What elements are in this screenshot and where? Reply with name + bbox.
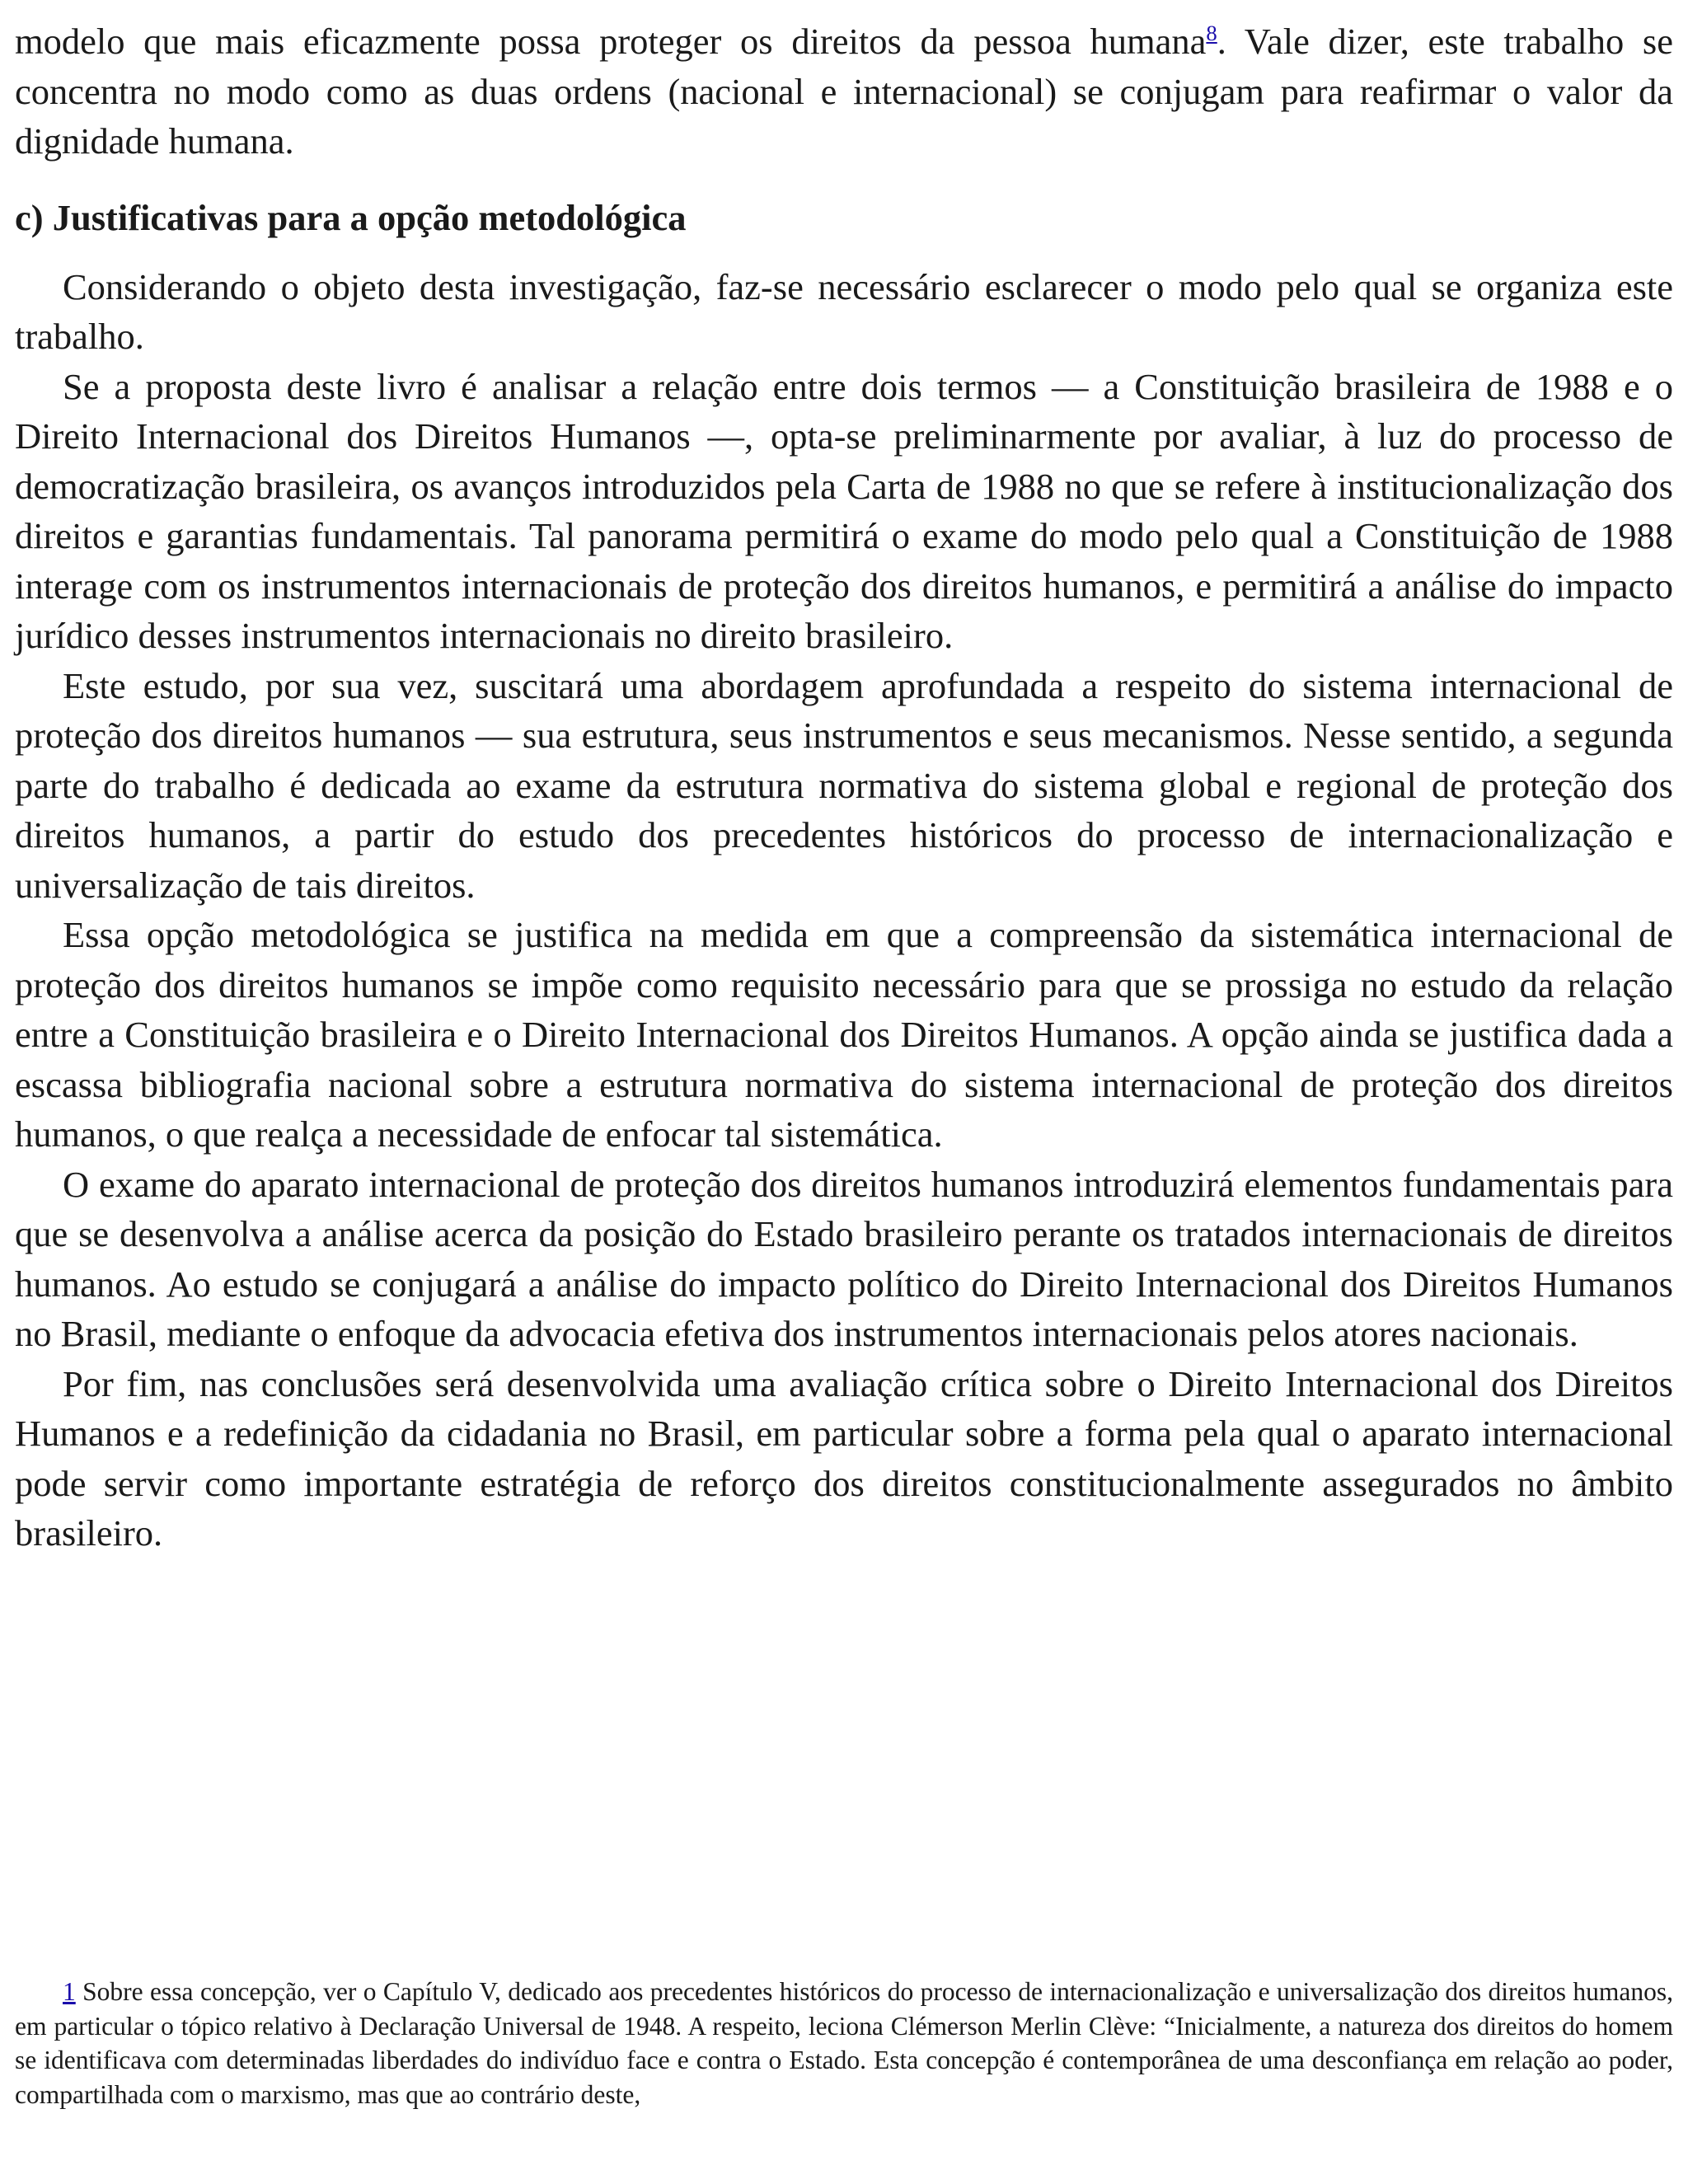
section-heading: c) Justificativas para a opção metodológica [15,196,687,238]
footnote-reference-link[interactable]: 8 [1206,21,1217,46]
paragraph: Este estudo, por sua vez, suscitará uma abordagem aprofundada a respeito do sistema internacional de proteção dos direitos humanos — sua estrutura, seus instrumentos e seus mecanismos. Nesse sentido, a segunda parte do trabalho é dedicada ao exame da estrutura normativa do sistema global e regional de proteção dos direitos humanos, a partir do estudo dos precedentes históricos do processo de internacionalização e universalização de tais direitos. [15,664,1673,906]
footnote-text: Sobre essa concepção, ver o Capítulo V, dedicado aos precedentes históricos do processo de internacionalização e universalização dos direitos humanos, em particular o tópico relativo à Declaração Universal de 1948. A respeito, leciona Clémerson Merlin Clève: “Inicialmente, a natureza dos direitos do homem se identificava com determinadas liberdades do indivíduo face e contra o Estado. Esta concepção é contemporânea de uma desconfiança em relação ao poder, compartilhada com o marxismo, mas que ao contrário deste, [15,1977,1673,2109]
footnote [15,1975,1673,2111]
paragraph: Por fim, nas conclusões será desenvolvida uma avaliação crítica sobre o Direito Internacional dos Direitos Humanos e a redefinição da cidadania no Brasil, em particular sobre a forma pela qual o aparato internacional pode servir como importante estratégia de reforço dos direitos constitucionalmente assegurados no âmbito brasileiro. [15,1362,1673,1554]
paragraph: Considerando o objeto desta investigação, faz-se necessário esclarecer o modo pelo qual se organiza este trabalho. [15,265,1673,357]
footnotes [15,1975,1673,2111]
paragraph-continued [15,16,1673,166]
paragraph: O exame do aparato internacional de proteção dos direitos humanos introduzirá elementos fundamentais para que se desenvolva a análise acerca da posição do Estado brasileiro perante os tratados internacionais de direitos humanos. Ao estudo se conjugará a análise do impacto político do Direito Internacional dos Direitos Humanos no Brasil, mediante o enfoque da advocacia efetiva dos instrumentos internacionais pelos atores nacionais. [15,1163,1673,1354]
paragraph-text: modelo que mais eficazmente possa proteger os direitos da pessoa humana [15,21,1207,62]
paragraph: Se a proposta deste livro é analisar a relação entre dois termos — a Constituição brasileira de 1988 e o Direito Internacional dos Direitos Humanos —, opta-se preliminarmente por avaliar, à luz do processo de democratização brasileira, os avanços introduzidos pela Carta de 1988 no que se refere à institucionalização dos direitos e garantias fundamentais. Tal panorama permitirá o exame do modo pelo qual a Constituição de 1988 interage com os instrumentos internacionais de proteção dos direitos humanos, e permitirá a análise do impacto jurídico desses instrumentos internacionais no direito brasileiro. [15,365,1673,656]
document-body [15,16,1673,1558]
footnote-number-link[interactable]: 1 [63,1977,76,2006]
paragraph: Essa opção metodológica se justifica na medida em que a compreensão da sistemática internacional de proteção dos direitos humanos se impõe como requisito necessário para que se prossiga no estudo da relação entre a Constituição brasileira e o Direito Internacional dos Direitos Humanos. A opção ainda se justifica dada a escassa bibliografia nacional sobre a estrutura normativa do sistema internacional de proteção dos direitos humanos, o que realça a necessidade de enfocar tal sistemática. [15,914,1673,1155]
paragraph-text: . Vale dizer, este trabalho se concentra no modo como as duas ordens (nacional e internacional) se conjugam para reafirmar o valor da dignidade humana. [15,21,1673,162]
